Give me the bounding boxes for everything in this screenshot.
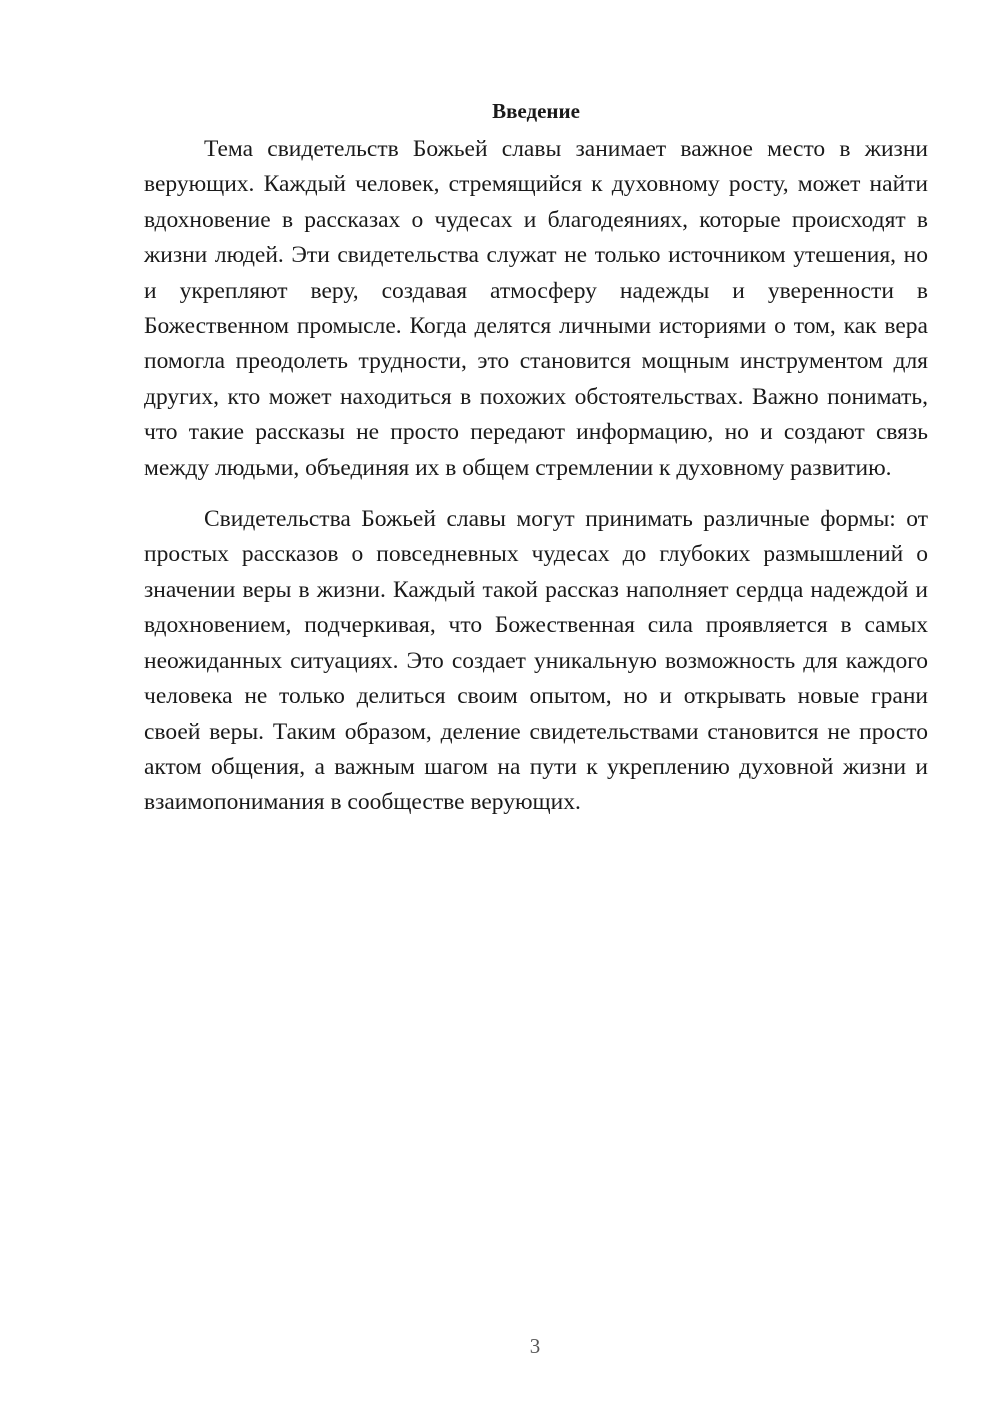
paragraph-2: Свидетельства Божьей славы могут принимать различные формы: от простых рассказов о повседневных чудесах до глубоких размышлений о значении веры в жизни. Каждый такой рассказ наполняет сердца надеждой и вдохновением, подчеркивая, что Божественная сила проявляется в самых неожиданных ситуациях. Это создает уникальную возможность для каждого человека не только делиться своим опытом, но и открывать новые грани своей веры. Таким образом, деление свидетельствами становится не просто актом общения, а важным шагом на пути к укреплению духовной жизни и взаимопонимания в сообществе верующих. [144,506,928,816]
page-content [144,96,928,821]
section-heading: Введение [492,99,580,123]
paragraph-1: Тема свидетельств Божьей славы занимает важное место в жизни верующих. Каждый человек, стремящийся к духовному росту, может найти вдохновение в рассказах о чудесах и благодеяниях, которые происходят в жизни людей. Эти свидетельства служат не только источником утешения, но и укрепляют веру, создавая атмосферу надежды и уверенности в Божественном промысле. Когда делятся личными историями о том, как вера помогла преодолеть трудности, это становится мощным инструментом для других, кто может находиться в похожих обстоятельствах. Важно понимать, что такие рассказы не просто передают информацию, но и создают связь между людьми, объединяя их в общем стремлении к духовному развитию. [144,136,928,481]
page-number: 3 [529,1334,541,1358]
